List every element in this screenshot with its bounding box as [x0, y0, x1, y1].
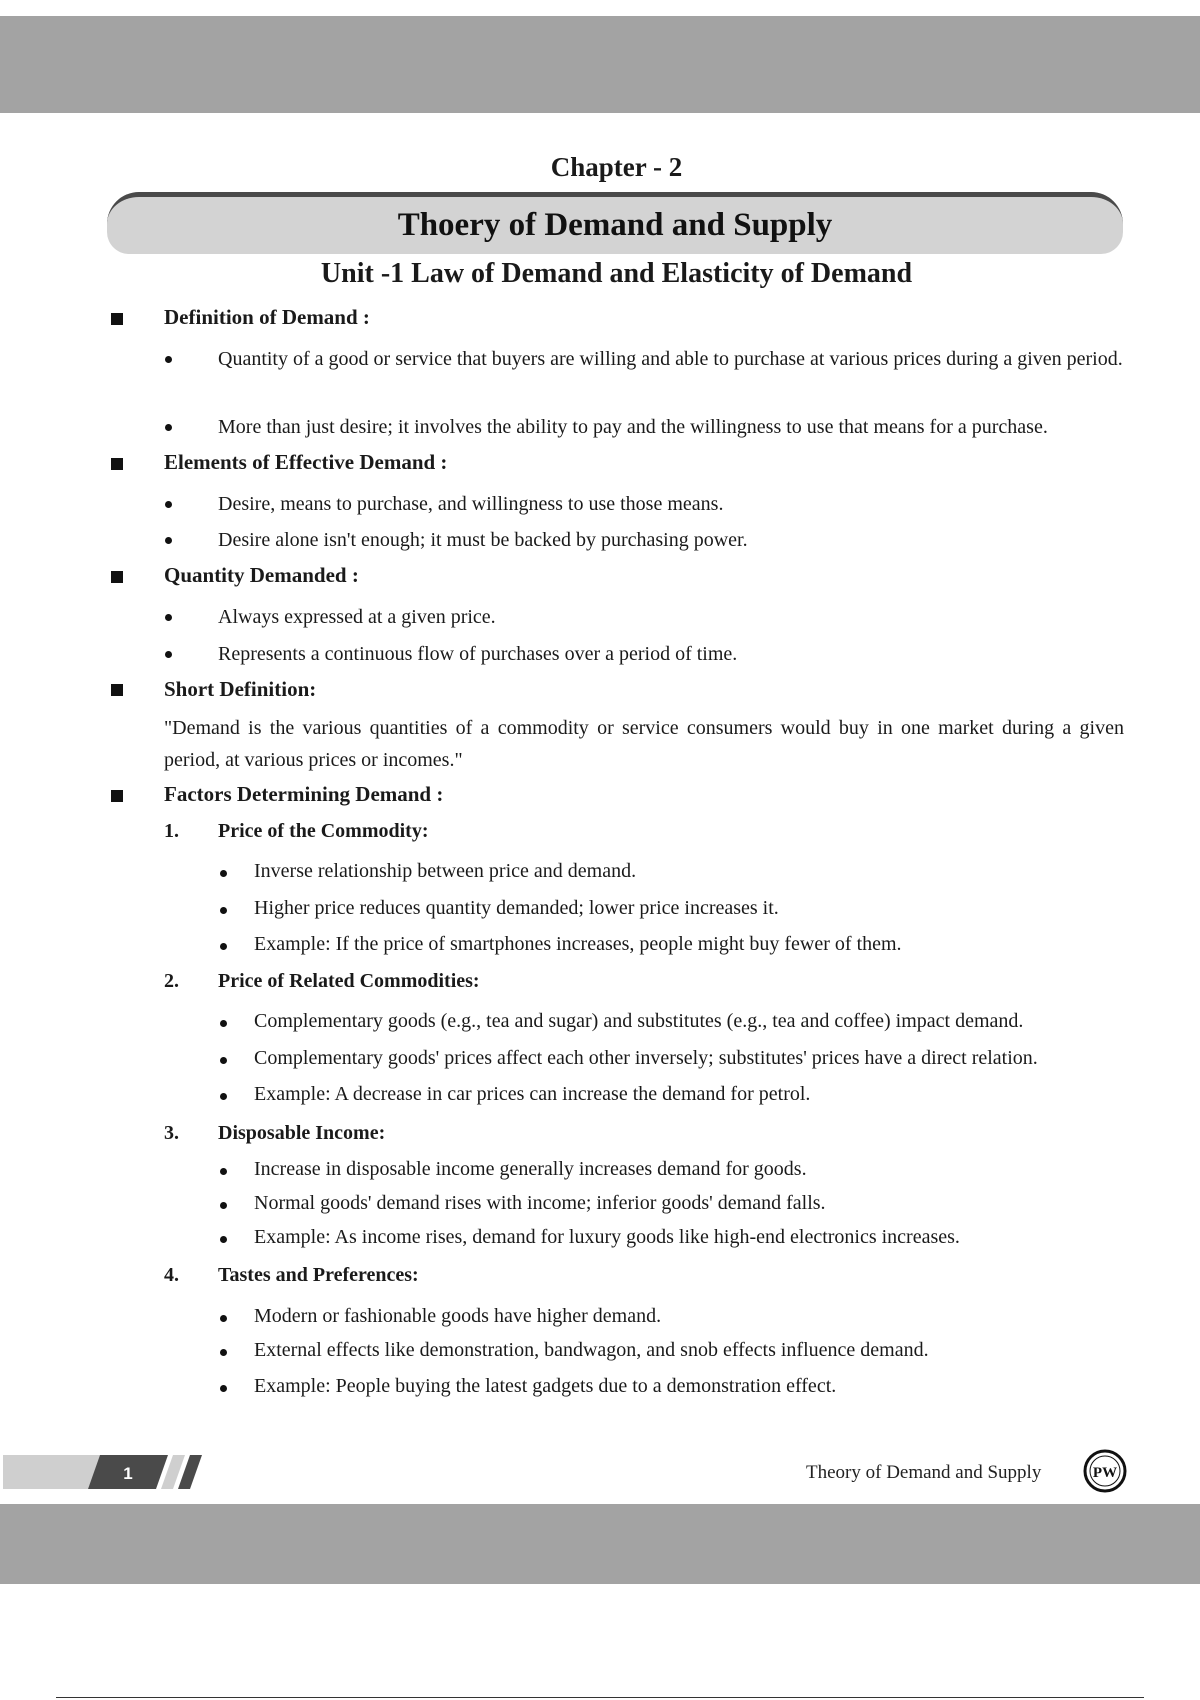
list-item: Desire alone isn't enough; it must be backed by purchasing power.	[218, 529, 748, 551]
factor-title: Tastes and Preferences:	[218, 1264, 419, 1286]
footer-title: Theory of Demand and Supply	[806, 1462, 1042, 1483]
list-item: Example: People buying the latest gadgets due to a demonstration effect.	[254, 1375, 837, 1397]
bullet-dot-icon	[220, 870, 227, 877]
list-item: Normal goods' demand rises with income; inferior goods' demand falls.	[254, 1192, 826, 1214]
bullet-dot-icon	[220, 1093, 227, 1100]
factor-title: Price of the Commodity:	[218, 820, 429, 842]
bullet-dot-icon	[220, 943, 227, 950]
square-bullet-icon	[111, 684, 123, 696]
square-bullet-icon	[111, 790, 123, 802]
bullet-dot-icon	[220, 907, 227, 914]
bottom-gray-band	[0, 1504, 1200, 1584]
chapter-title: Thoery of Demand and Supply	[397, 207, 833, 243]
square-bullet-icon	[111, 313, 123, 325]
list-item: Desire, means to purchase, and willingness to use those means.	[218, 493, 724, 515]
bullet-dot-icon	[165, 501, 172, 508]
pw-logo-icon	[1083, 1449, 1127, 1493]
square-bullet-icon	[111, 458, 123, 470]
bullet-dot-icon	[165, 356, 172, 363]
factor-title: Disposable Income:	[218, 1122, 386, 1144]
list-item: More than just desire; it involves the ability to pay and the willingness to use that means for a purchase.	[218, 416, 1048, 438]
bullet-dot-icon	[165, 651, 172, 658]
top-gray-band	[0, 16, 1200, 113]
factor-number: 4.	[164, 1264, 179, 1286]
bullet-dot-icon	[220, 1057, 227, 1064]
factor-title: Price of Related Commodities:	[218, 970, 480, 992]
list-item: Example: As income rises, demand for luxury goods like high-end electronics increases.	[254, 1226, 960, 1248]
list-item: Modern or fashionable goods have higher demand.	[254, 1305, 662, 1327]
list-item: Example: A decrease in car prices can increase the demand for petrol.	[254, 1083, 811, 1105]
unit-heading: Unit -1 Law of Demand and Elasticity of Demand	[320, 258, 913, 289]
factor-number: 1.	[164, 820, 179, 842]
section-heading: Quantity Demanded :	[164, 563, 359, 587]
bullet-dot-icon	[220, 1020, 227, 1027]
title-banner	[107, 192, 1123, 254]
list-item: Example: If the price of smartphones increases, people might buy fewer of them.	[254, 933, 902, 955]
bullet-dot-icon	[220, 1236, 227, 1243]
pw-logo-text: PW	[1092, 1465, 1118, 1481]
list-item: Increase in disposable income generally increases demand for goods.	[254, 1158, 807, 1180]
section-heading: Definition of Demand :	[164, 305, 370, 329]
list-item: Always expressed at a given price.	[218, 606, 496, 628]
list-item: Inverse relationship between price and demand.	[254, 860, 637, 882]
bullet-dot-icon	[165, 537, 172, 544]
bullet-dot-icon	[220, 1385, 227, 1392]
list-item: External effects like demonstration, bandwagon, and snob effects influence demand.	[254, 1339, 929, 1361]
bullet-dot-icon	[220, 1349, 227, 1356]
factor-number: 2.	[164, 970, 179, 992]
section-heading: Factors Determining Demand :	[164, 782, 444, 806]
list-item: Quantity of a good or service that buyers are willing and able to purchase at various prices during a given period.	[218, 348, 1123, 370]
page-number: 1	[123, 1464, 133, 1483]
factor-number: 3.	[164, 1122, 179, 1144]
page-number-strip	[3, 1454, 203, 1490]
bullet-dot-icon	[165, 424, 172, 431]
list-item: Complementary goods (e.g., tea and sugar) and substitutes (e.g., tea and coffee) impact demand.	[254, 1010, 1024, 1032]
page-strip-light-shape	[3, 1455, 100, 1489]
chapter-label: Chapter - 2	[550, 152, 683, 182]
section-heading: Elements of Effective Demand :	[164, 450, 448, 474]
bullet-dot-icon	[220, 1202, 227, 1209]
list-item: Complementary goods' prices affect each other inversely; substitutes' prices have a direct relation.	[254, 1047, 1038, 1069]
bullet-dot-icon	[165, 614, 172, 621]
bottom-rule	[56, 1697, 1144, 1698]
bullet-dot-icon	[220, 1168, 227, 1175]
short-definition-text: "Demand is the various quantities of a commodity or service consumers would buy in one market during a given period, at various prices or incomes."	[164, 717, 1124, 771]
list-item: Higher price reduces quantity demanded; lower price increases it.	[254, 897, 779, 919]
bullet-dot-icon	[220, 1315, 227, 1322]
section-heading: Short Definition:	[164, 677, 317, 701]
square-bullet-icon	[111, 571, 123, 583]
list-item: Represents a continuous flow of purchases over a period of time.	[218, 643, 738, 665]
